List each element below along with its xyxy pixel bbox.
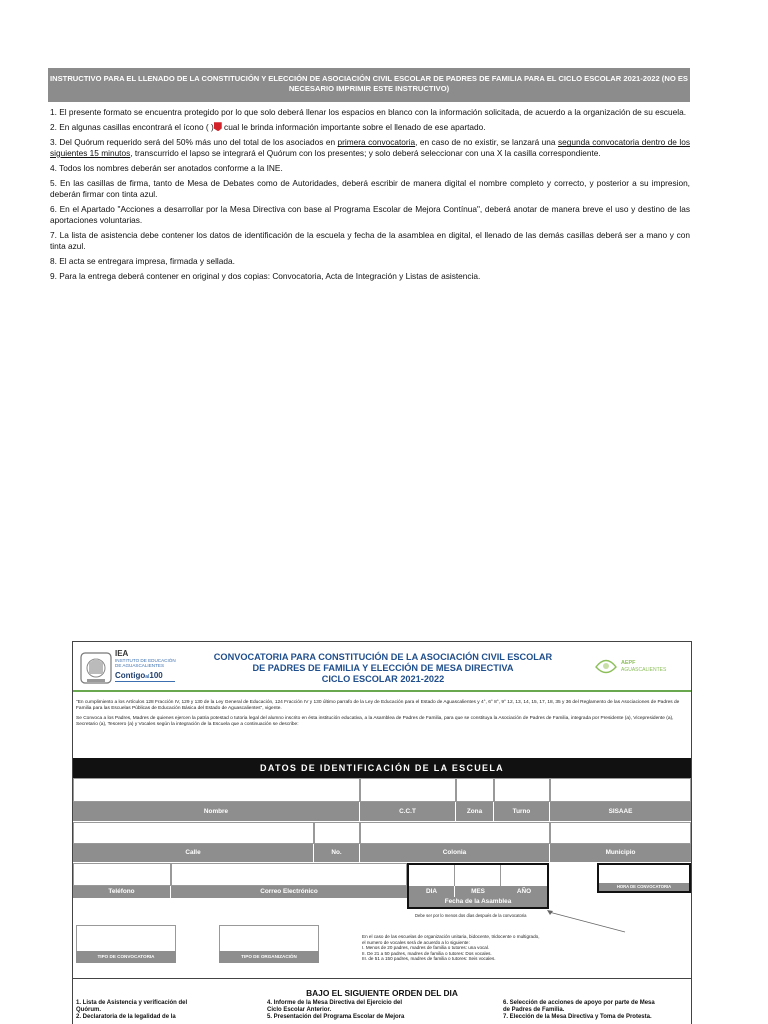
year-field[interactable] [501, 865, 547, 886]
instructions-header: INSTRUCTIVO PARA EL LLENADO DE LA CONSTITUCIÓN Y ELECCIÓN DE ASOCIACIÓN CIVIL ESCOLAR DE PADRES DE FAMILIA PARA EL CICLO ESCOLAR 2021-2022 (NO ES NECESARIO IMPRIMIR ESTE INSTRUCTIVO) [48, 68, 690, 102]
instruction-item: 1. El presente formato se encuentra protegido por lo que solo deberá llenar los espacios en blanco con la información solicitada, de acuerdo a la organización de su escuela. [50, 107, 687, 117]
phone-field[interactable] [73, 863, 171, 886]
cct-field[interactable] [360, 778, 456, 802]
agenda-item: 2. Declaratoria de la legalidad de la [76, 1014, 176, 1020]
month-field[interactable] [455, 865, 501, 886]
aepf-logo [585, 652, 685, 684]
label-fecha-asamblea: Fecha de la Asamblea [409, 897, 547, 907]
label-colonia: Colonia [360, 844, 549, 862]
zona-field[interactable] [456, 778, 494, 802]
instruction-text: 3. Del Quórum requerido será del 50% más uno del total de los asociados en [50, 137, 338, 148]
slogan [115, 671, 163, 680]
aepf-sub: AGUASCALIENTES [621, 667, 667, 673]
instruction-item [50, 122, 690, 133]
agenda-column-2 [267, 1000, 467, 1021]
date-note: Debe ser por lo menos dos días después de la convocatoria [415, 913, 527, 918]
label-dia: DIA [409, 886, 454, 897]
sisaae-field[interactable] [550, 778, 691, 802]
label-anio: AÑO [501, 886, 547, 897]
label-no: No. [314, 844, 359, 862]
title-line: CONVOCATORIA PARA CONSTITUCIÓN DE LA ASOCIACIÓN CIVIL ESCOLAR [213, 652, 553, 662]
note-line: III. de 51 a 150 padres, madres de familia o tutores: Seis vocales. [362, 956, 496, 962]
iea-line1: INSTITUTO DE EDUCACIÓN [115, 658, 176, 663]
agenda-column-3 [503, 1000, 691, 1021]
label-telefono: Teléfono [73, 886, 170, 898]
instruction-text: , en caso de no existir, se lanzará una [415, 137, 558, 148]
title-line: DE PADRES DE FAMILIA Y ELECCIÓN DE MESA DIRECTIVA [252, 663, 514, 673]
agenda-item: Quórum. [76, 1007, 101, 1013]
instruction-item [50, 137, 690, 158]
instruction-underlined: segunda convocatoria dentro de los siguientes 15 minutos [50, 137, 690, 158]
instruction-item: 7. La lista de asistencia debe contener los datos de identificación de la escuela y fecha de la asamblea en digital, el llenado de las demás casillas deberá ser a mano y con tinta azul. [50, 229, 690, 251]
turno-field[interactable] [494, 778, 550, 802]
municipio-field[interactable] [550, 822, 691, 844]
label-tipo-organizacion: TIPO DE ORGANIZACIÓN [219, 951, 319, 963]
agenda-item: Ciclo Escolar Anterior. [267, 1007, 332, 1013]
note-line: el numero de vocales será de acuerdo a lo siguiente: [362, 939, 470, 945]
label-municipio: Municipio [550, 844, 691, 862]
legal-basis-text: "En cumplimiento a los Artículos 128 Fracción IV, 129 y 130 de la Ley General de Educación, 124 Fracción IV y 130 último parrafo de la Ley de Educación para el Estado de Aguascalientes y 4°, 6° 8°, 9° 12, 13, 14, 15, 17, 18, 35 y 36 del Reglamento de las Asociaciones de Padres de Familia para las Escuelas Públicas de Educación Básica del Estado de Aguascalientes", vigente. [76, 700, 680, 711]
vocales-note [362, 934, 692, 962]
street-field[interactable] [73, 822, 314, 844]
school-id-section-title: DATOS DE IDENTIFICACIÓN DE LA ESCUELA [73, 758, 691, 778]
instruction-item: 8. El acta se entregara impresa, firmada y sellada. [50, 255, 235, 266]
agenda-item: 6. Selección de acciones de apoyo por parte de Mesa [503, 1000, 655, 1006]
instruction-text: cual le brinda información importante sobre el llenado de ese apartado. [221, 122, 486, 133]
instruction-text: 2. En algunas casillas encontrará el ícono ( ) [50, 122, 214, 133]
slogan-underline [115, 681, 175, 682]
label-mes: MES [455, 886, 501, 897]
agenda-item: 1. Lista de Asistencia y verificación del [76, 1000, 188, 1006]
school-name-field[interactable] [73, 778, 360, 802]
colonia-field[interactable] [360, 822, 550, 844]
instruction-item: 5. En las casillas de firma, tanto de Mesa de Debates como de Autoridades, deberá escribir de manera digital el nombre completo y correcto, y posterior a su impresion, deberán firmar con tinta azul. [50, 178, 690, 199]
instruction-underlined: primera convocatoria [337, 137, 416, 148]
state-seal-icon [79, 649, 113, 687]
label-hora: HORA DE CONVOCATORIA [599, 883, 689, 891]
label-turno: Turno [494, 802, 549, 821]
info-flag-icon [214, 122, 222, 131]
agenda-item: 7. Elección de la Mesa Directiva y Toma de Protesta. [503, 1014, 652, 1020]
iea-line2: DE AGUASCALIENTES [115, 663, 165, 668]
label-nombre: Nombre [73, 802, 359, 821]
agenda-title: BAJO EL SIGUIENTE ORDEN DEL DIA [306, 988, 458, 998]
instruction-text: , transcurrido el lapso se integrará el Quórum con los presentes; y solo deberá seleccionar con una X la casilla correspondiente. [130, 147, 601, 158]
instruction-item: 4. Todos los nombres deberán ser anotados conforme a la INE. [50, 163, 283, 174]
agenda-column-1 [76, 1000, 256, 1021]
label-zona: Zona [456, 802, 493, 821]
iea-acronym: IEA [115, 649, 129, 658]
agenda-item: de Padres de Familia. [503, 1007, 565, 1013]
note-line: II. De 21 a 50 padres, madres de familia o tutores: Dos vocales. [362, 950, 492, 956]
note-pointer-line [543, 906, 633, 936]
number-field[interactable] [314, 822, 360, 844]
slogan-text: Contigo [115, 671, 146, 680]
note-line: I. Menos de 20 padres, madres de familia o tutores: una vocal. [362, 945, 490, 951]
instruction-item: 6. En el Apartado "Acciones a desarrollar por la Mesa Directiva con base al Programa Escolar de Mejora Contínua", deberá anotar de manera breve el uso y destino de las aportaciones voluntarias. [50, 204, 690, 225]
form-title [193, 652, 573, 685]
label-tipo-convocatoria: TIPO DE CONVOCATORIA [76, 951, 176, 963]
agenda-item: 4. Informe de la Mesa Directiva del Ejercicio del [267, 1000, 403, 1006]
label-sisaae: SISAAE [550, 802, 691, 821]
aepf-name: AEPF [621, 660, 636, 666]
green-divider [73, 690, 691, 692]
day-field[interactable] [409, 865, 455, 886]
convocatoria-form [72, 641, 692, 1024]
title-line: CICLO ESCOLAR 2021-2022 [321, 674, 445, 684]
note-line: En el caso de las escuelas de organización unitaria, bidocente, tridocente o multigrado, [362, 934, 540, 939]
label-correo: Correo Electrónico [171, 886, 407, 898]
label-calle: Calle [73, 844, 313, 862]
instructions-list [50, 107, 690, 286]
slogan-text: al [145, 674, 150, 680]
email-field[interactable] [171, 863, 407, 886]
convocation-text: Se Convoca a los Padres, Madres de quienes ejercen la patria potestad o tutoria legal del alumno inscrito en ésta institución educativa, a la Asamblea de Padres de Familia, para que se constituya la Asociación de Padres de Familia, integrada por Presidente (a), Vicepresidente (a), Secretario (a), Tesorero (a) y Vocales según la integración de la Escuela que a continuación se describe: [76, 716, 674, 727]
agenda-item: 5. Presentación del Programa Escolar de Mejora [267, 1014, 405, 1020]
slogan-text: 100 [149, 671, 163, 680]
label-cct: C.C.T [360, 802, 455, 821]
instruction-item: 9. Para la entrega deberá contener en original y dos copias: Convocatoria, Acta de Integración y Listas de asistencia. [50, 270, 481, 281]
divider [73, 978, 691, 979]
iea-logo [79, 649, 189, 689]
aepf-emblem-icon [593, 654, 619, 678]
